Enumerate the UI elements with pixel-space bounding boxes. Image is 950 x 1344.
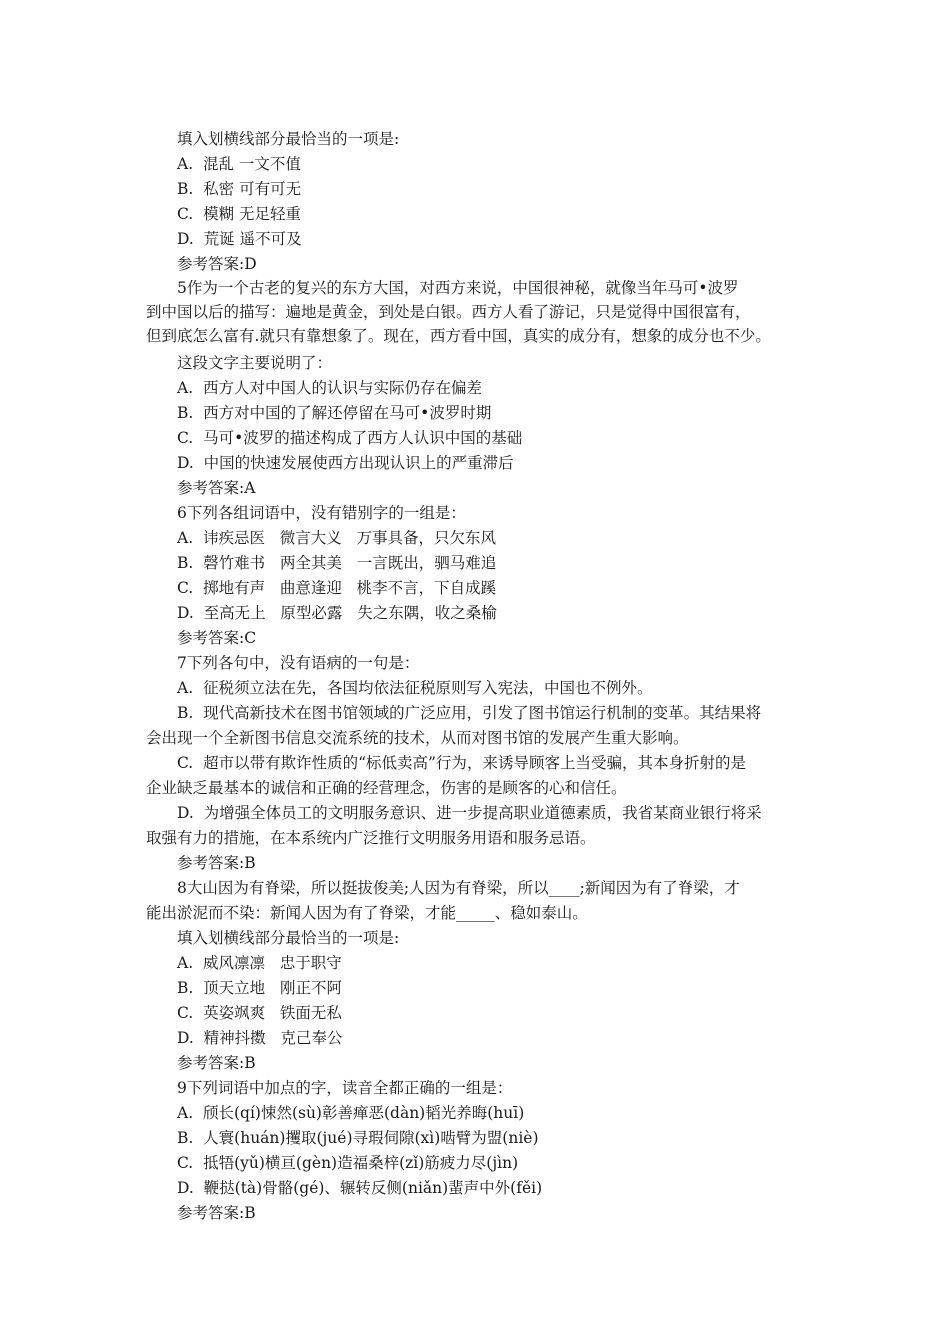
answer-line: 参考答案:B	[177, 1054, 256, 1072]
option-line: A. 威风凛凛 忠于职守	[177, 954, 342, 972]
option-line: 会出现一个全新图书信息交流系统的技术，从而对图书馆的发展产生重大影响。	[146, 729, 689, 747]
option-line: A. 征税须立法在先，各国均依法征税原则写入宪法，中国也不例外。	[177, 679, 653, 697]
answer-line: 参考答案:A	[177, 479, 256, 497]
option-line: C. 英姿飒爽 铁面无私	[177, 1004, 342, 1022]
answer-line: 参考答案:C	[177, 629, 257, 647]
option-line: B. 西方对中国的了解还停留在马可•波罗时期	[177, 404, 492, 422]
option-line: C. 模糊 无足轻重	[177, 205, 302, 223]
option-line: B. 人寰(huán)攫取(jué)寻瑕伺隙(xì)啮臂为盟(niè)	[177, 1129, 539, 1147]
option-line: B. 磬竹难书 两全其美 一言既出，驷马难追	[177, 554, 497, 572]
answer-line: 参考答案:D	[177, 255, 257, 273]
answer-line: 参考答案:B	[177, 1204, 256, 1222]
option-line: C. 抵牾(yǔ)横亘(gèn)造福桑梓(zǐ)筋疲力尽(jìn)	[177, 1154, 519, 1172]
text-line: 填入划横线部分最恰当的一项是:	[177, 929, 400, 947]
question-line: 但到底怎么富有.就只有靠想象了。现在，西方看中国，真实的成分有，想象的成分也不少。	[146, 327, 771, 345]
option-line: A. 讳疾忌医 微言大义 万事具备，只欠东风	[177, 529, 497, 547]
option-line: B. 顶天立地 刚正不阿	[177, 979, 342, 997]
option-line: C. 超市以带有欺诈性质的“标低卖高”行为，来诱导顾客上当受骗，其本身折射的是	[177, 754, 746, 772]
question-line: 7下列各句中，没有语病的一句是：	[177, 654, 420, 672]
text-line: 这段文字主要说明了：	[177, 354, 333, 372]
answer-line: 参考答案:B	[177, 854, 256, 872]
option-line: A. 颀长(qí)悚然(sù)彰善瘅恶(dàn)韬光养晦(huī)	[177, 1104, 525, 1122]
question-line: 6下列各组词语中，没有错别字的一组是：	[177, 504, 466, 522]
question-line: 能出淤泥而不染：新闻人因为有了脊梁，才能_____、稳如泰山。	[146, 904, 588, 922]
option-line: D. 鞭挞(tà)骨骼(gé)、辗转反侧(niǎn)蜚声中外(fěi)	[177, 1179, 543, 1197]
text-line: 填入划横线部分最恰当的一项是:	[177, 130, 400, 148]
question-line: 5作为一个古老的复兴的东方大国，对西方来说，中国很神秘，就像当年马可•波罗	[177, 279, 739, 297]
option-line: 取强有力的措施，在本系统内广泛推行文明服务用语和服务忌语。	[146, 829, 596, 847]
question-line: 到中国以后的描写：遍地是黄金，到处是白银。西方人看了游记，只是觉得中国很富有，	[146, 303, 751, 321]
option-line: A. 西方人对中国人的认识与实际仍存在偏差	[177, 379, 482, 397]
option-line: D. 荒诞 遥不可及	[177, 230, 302, 248]
question-line: 8大山因为有脊梁，所以挺拔俊美;人因为有脊梁，所以____;新闻因为有了脊梁，才	[177, 879, 740, 897]
option-line: B. 私密 可有可无	[177, 180, 302, 198]
option-line: D. 中国的快速发展使西方出现认识上的严重滞后	[177, 454, 514, 472]
option-line: C. 掷地有声 曲意逢迎 桃李不言，下自成蹊	[177, 579, 497, 597]
option-line: D. 至高无上 原型必露 失之东隅，收之桑榆	[177, 604, 497, 622]
option-line: D. 为增强全体员工的文明服务意识、进一步提高职业道德素质，我省某商业银行将采	[177, 804, 762, 822]
question-line: 9下列词语中加点的字，读音全都正确的一组是：	[177, 1079, 513, 1097]
option-line: D. 精神抖擞 克己奉公	[177, 1029, 343, 1047]
option-line: A. 混乱 一文不值	[177, 155, 301, 173]
option-line: 企业缺乏最基本的诚信和正确的经营理念，伤害的是顾客的心和信任。	[146, 779, 627, 797]
option-line: C. 马可•波罗的描述构成了西方人认识中国的基础	[177, 429, 523, 447]
option-line: B. 现代高新技术在图书馆领域的广泛应用，引发了图书馆运行机制的变革。其结果将	[177, 704, 762, 722]
